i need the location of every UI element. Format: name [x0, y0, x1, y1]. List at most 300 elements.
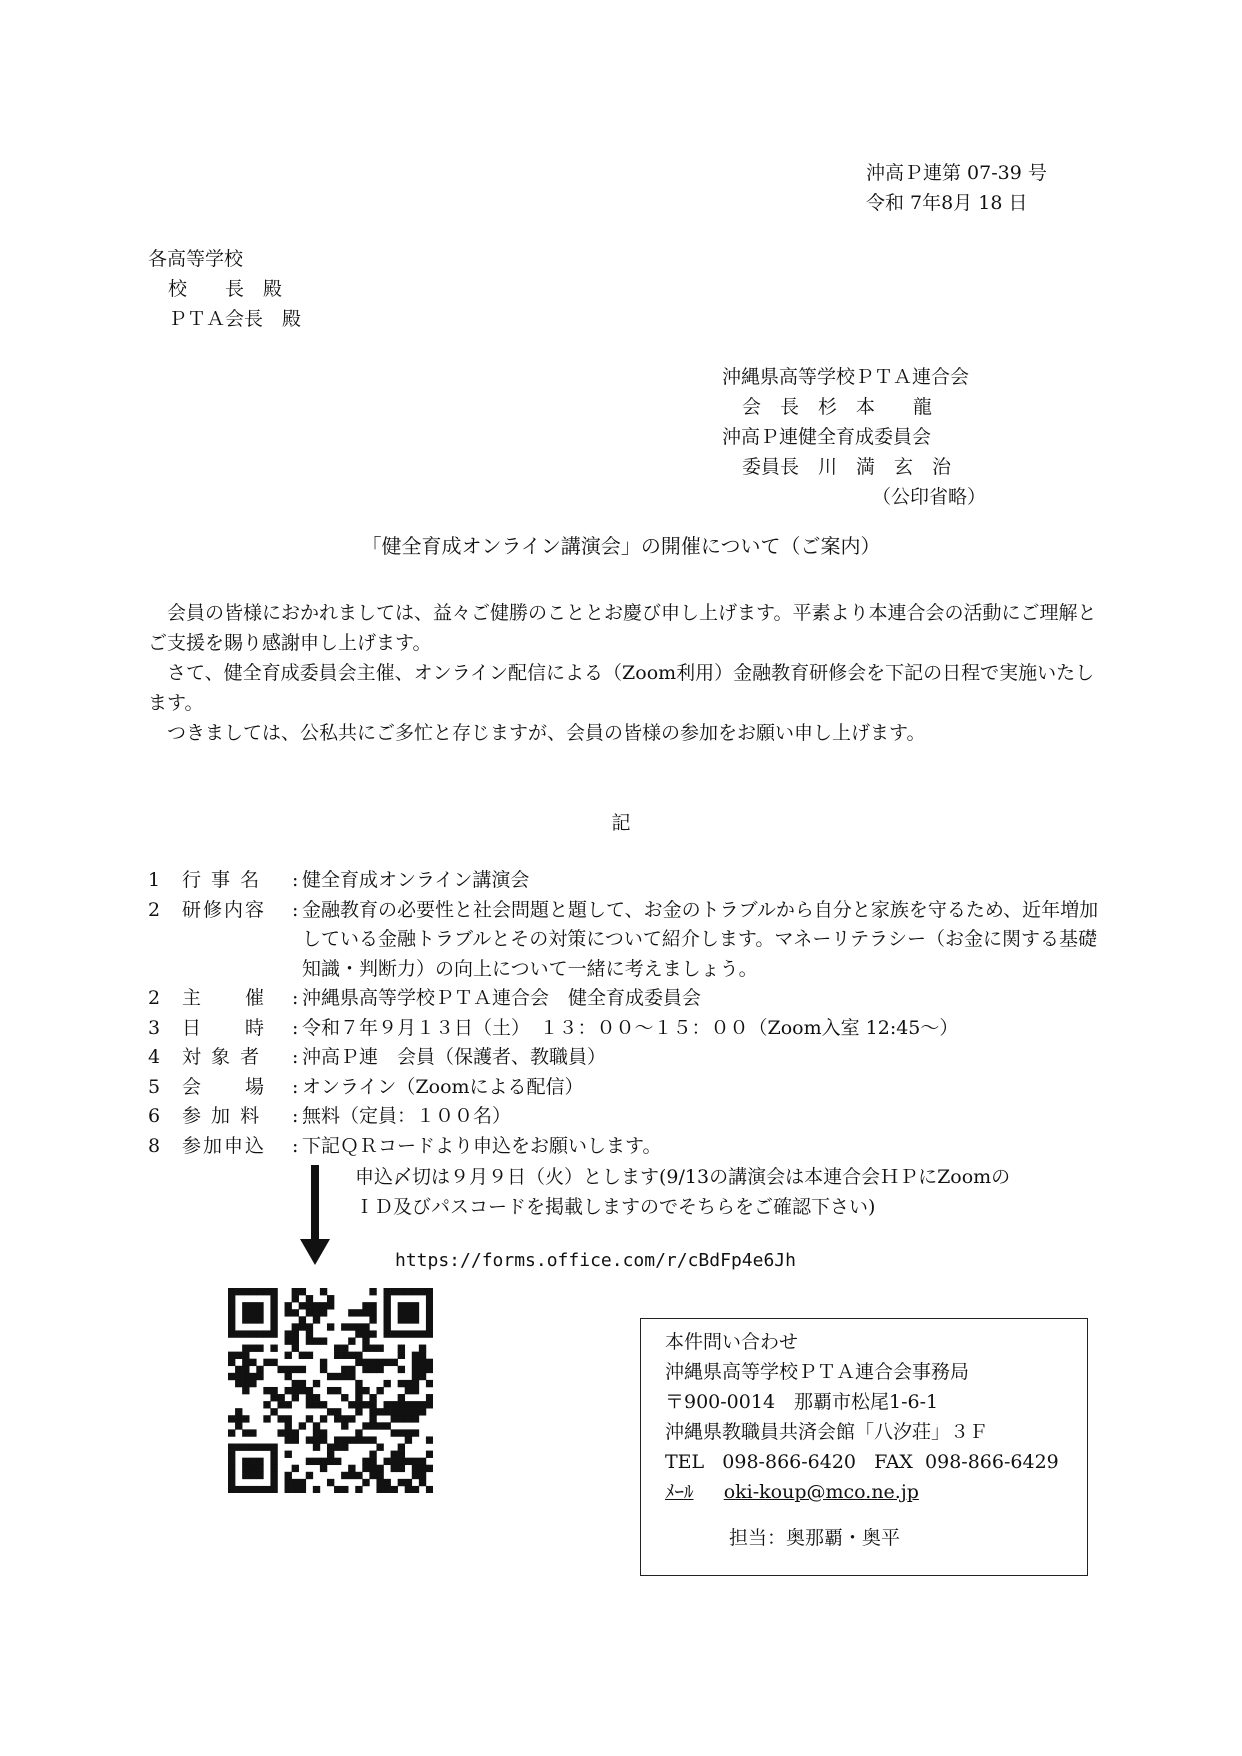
qr-module: [355, 1309, 362, 1316]
detail-value: 下記ＱＲコードより申込をお願いします。: [302, 1134, 662, 1157]
qr-module: [362, 1330, 369, 1337]
qr-module: [320, 1337, 327, 1344]
qr-module: [285, 1373, 292, 1380]
qr-module: [228, 1472, 235, 1479]
qr-module: [256, 1486, 263, 1493]
qr-module: [228, 1302, 235, 1309]
qr-module: [341, 1415, 348, 1422]
qr-module: [292, 1479, 299, 1486]
qr-module: [348, 1436, 355, 1443]
qr-module: [405, 1479, 412, 1486]
qr-module: [348, 1352, 355, 1359]
qr-module: [362, 1323, 369, 1330]
qr-module: [384, 1458, 391, 1465]
qr-module: [327, 1323, 334, 1330]
qr-module: [306, 1387, 313, 1394]
qr-module: [412, 1401, 419, 1408]
arrow-down-icon: [300, 1165, 330, 1265]
qr-module: [242, 1345, 249, 1352]
qr-module: [299, 1288, 306, 1295]
form-url-link[interactable]: https://forms.office.com/r/cBdFp4e6Jh: [395, 1250, 796, 1271]
qr-module: [334, 1352, 341, 1359]
qr-module: [292, 1394, 299, 1401]
qr-module: [270, 1486, 277, 1493]
qr-module: [355, 1352, 362, 1359]
qr-module: [362, 1366, 369, 1373]
qr-module: [376, 1465, 383, 1472]
qr-module: [256, 1444, 263, 1451]
contact-address: 〒900-0014 那覇市松尾1-6-1: [665, 1391, 939, 1413]
qr-module: [320, 1309, 327, 1316]
qr-module: [292, 1330, 299, 1337]
qr-module: [327, 1444, 334, 1451]
qr-module: [285, 1337, 292, 1344]
qr-module: [334, 1415, 341, 1422]
qr-module: [320, 1429, 327, 1436]
qr-module: [249, 1465, 256, 1472]
qr-module: [292, 1429, 299, 1436]
qr-module: [292, 1323, 299, 1330]
qr-module: [292, 1309, 299, 1316]
qr-module: [426, 1394, 433, 1401]
qr-module: [235, 1373, 242, 1380]
qr-module: [292, 1295, 299, 1302]
qr-module: [320, 1415, 327, 1422]
qr-module: [341, 1352, 348, 1359]
qr-module: [242, 1387, 249, 1394]
qr-module: [292, 1380, 299, 1387]
qr-module: [292, 1288, 299, 1295]
qr-module: [320, 1366, 327, 1373]
qr-module: [270, 1451, 277, 1458]
qr-module: [327, 1458, 334, 1465]
addressee-pta-chair: ＰＴＡ会長 殿: [168, 308, 302, 330]
qr-module: [362, 1401, 369, 1408]
qr-module: [384, 1330, 391, 1337]
qr-module: [369, 1316, 376, 1323]
detail-row-content: 2 研修内容 : 金融教育の必要性と社会問題と題して、お金のトラブルから自分と家族を守るため、近年増加している金融トラブルとその対策について紹介します。マネーリテラシー（お金に関する基礎知識・判断力）の向上について一緒に考えましょう。: [148, 896, 1108, 985]
qr-module: [299, 1302, 306, 1309]
qr-module: [369, 1359, 376, 1366]
qr-module: [398, 1330, 405, 1337]
qr-module: [299, 1422, 306, 1429]
detail-value: 健全育成オンライン講演会: [302, 869, 530, 891]
qr-module: [270, 1323, 277, 1330]
qr-module: [398, 1465, 405, 1472]
qr-module: [320, 1401, 327, 1408]
qr-module: [242, 1330, 249, 1337]
qr-module: [299, 1316, 306, 1323]
qr-module: [398, 1309, 405, 1316]
qr-module: [270, 1316, 277, 1323]
qr-module: [327, 1479, 334, 1486]
qr-module: [249, 1316, 256, 1323]
qr-module: [299, 1366, 306, 1373]
ki-heading: 記: [611, 812, 631, 834]
sender-org-2: 沖高Ｐ連健全育成委員会: [722, 426, 932, 448]
qr-module: [235, 1380, 242, 1387]
qr-module: [348, 1415, 355, 1422]
qr-module: [426, 1366, 433, 1373]
detail-row-datetime: 3 日 時 : 令和７年９月１３日（土） １３：００～１５：００（Zoom入室 12:45～）: [148, 1014, 1108, 1044]
qr-module: [412, 1316, 419, 1323]
qr-module: [405, 1302, 412, 1309]
qr-module: [249, 1288, 256, 1295]
qr-module: [412, 1288, 419, 1295]
qr-module: [419, 1288, 426, 1295]
detail-number: 3: [148, 1016, 161, 1039]
qr-module: [405, 1387, 412, 1394]
qr-module: [355, 1408, 362, 1415]
qr-module: [277, 1429, 284, 1436]
qr-module: [249, 1444, 256, 1451]
qr-module: [348, 1323, 355, 1330]
qr-module: [341, 1472, 348, 1479]
qr-module: [419, 1345, 426, 1352]
qr-module: [376, 1479, 383, 1486]
qr-module: [376, 1408, 383, 1415]
qr-module: [306, 1472, 313, 1479]
qr-module: [242, 1366, 249, 1373]
qr-module: [306, 1394, 313, 1401]
detail-value: 沖高Ｐ連 会員（保護者、教職員）: [302, 1046, 607, 1068]
qr-module: [235, 1486, 242, 1493]
qr-module: [270, 1295, 277, 1302]
qr-module: [228, 1323, 235, 1330]
qr-module: [249, 1380, 256, 1387]
qr-module: [270, 1309, 277, 1316]
qr-module: [299, 1352, 306, 1359]
qr-module: [348, 1373, 355, 1380]
detail-label: 行 事 名: [182, 869, 262, 891]
detail-number: 2: [148, 898, 161, 921]
qr-module: [362, 1387, 369, 1394]
qr-module: [313, 1458, 320, 1465]
qr-module: [419, 1330, 426, 1337]
qr-module: [320, 1359, 327, 1366]
qr-module: [313, 1486, 320, 1493]
qr-module: [348, 1465, 355, 1472]
contact-building: 沖縄県教職員共済会館「八汐荘」３Ｆ: [665, 1421, 989, 1443]
qr-module: [391, 1288, 398, 1295]
qr-module: [376, 1359, 383, 1366]
qr-module: [320, 1288, 327, 1295]
qr-module: [235, 1408, 242, 1415]
qr-module: [384, 1479, 391, 1486]
qr-module: [263, 1359, 270, 1366]
qr-module: [235, 1352, 242, 1359]
qr-module: [412, 1352, 419, 1359]
qr-module: [313, 1422, 320, 1429]
qr-module: [249, 1345, 256, 1352]
qr-module: [242, 1380, 249, 1387]
qr-module: [270, 1330, 277, 1337]
qr-module: [369, 1309, 376, 1316]
qr-module: [242, 1288, 249, 1295]
qr-module: [391, 1408, 398, 1415]
qr-module: [384, 1359, 391, 1366]
mail-address-link[interactable]: oki-koup@mco.ne.jp: [723, 1481, 919, 1503]
qr-module: [327, 1302, 334, 1309]
qr-module: [306, 1401, 313, 1408]
qr-module: [242, 1472, 249, 1479]
qr-module: [355, 1436, 362, 1443]
qr-module: [419, 1401, 426, 1408]
qr-module: [270, 1408, 277, 1415]
qr-module: [384, 1380, 391, 1387]
qr-module: [242, 1458, 249, 1465]
qr-module: [242, 1429, 249, 1436]
qr-module: [398, 1451, 405, 1458]
qr-module: [228, 1465, 235, 1472]
qr-module: [341, 1345, 348, 1352]
qr-module: [398, 1352, 405, 1359]
qr-module: [327, 1451, 334, 1458]
qr-module: [263, 1288, 270, 1295]
qr-module: [256, 1345, 263, 1352]
qr-module: [277, 1394, 284, 1401]
detail-row-target: 4 対 象 者 : 沖高Ｐ連 会員（保護者、教職員）: [148, 1043, 1108, 1073]
qr-module: [320, 1465, 327, 1472]
qr-module: [355, 1486, 362, 1493]
qr-module: [362, 1309, 369, 1316]
qr-module: [249, 1458, 256, 1465]
qr-module: [348, 1309, 355, 1316]
qr-module: [277, 1415, 284, 1422]
qr-module: [263, 1330, 270, 1337]
qr-module: [263, 1401, 270, 1408]
qr-module: [313, 1316, 320, 1323]
qr-module: [369, 1401, 376, 1408]
qr-module: [419, 1479, 426, 1486]
qr-module: [256, 1458, 263, 1465]
qr-module: [228, 1359, 235, 1366]
qr-module: [306, 1415, 313, 1422]
qr-module: [341, 1373, 348, 1380]
qr-module: [391, 1429, 398, 1436]
qr-module: [405, 1486, 412, 1493]
qr-module: [426, 1380, 433, 1387]
detail-number: 1: [148, 869, 161, 891]
qr-module: [277, 1401, 284, 1408]
qr-module: [242, 1302, 249, 1309]
qr-module: [362, 1458, 369, 1465]
qr-module: [398, 1479, 405, 1486]
qr-module: [228, 1288, 235, 1295]
qr-module: [334, 1436, 341, 1443]
qr-module: [355, 1401, 362, 1408]
qr-module: [426, 1323, 433, 1330]
qr-module: [355, 1429, 362, 1436]
qr-module: [242, 1352, 249, 1359]
qr-module: [313, 1401, 320, 1408]
qr-module: [405, 1415, 412, 1422]
qr-module: [341, 1444, 348, 1451]
contact-mail-row: [665, 1477, 1087, 1507]
qr-module: [256, 1366, 263, 1373]
qr-module: [362, 1337, 369, 1344]
seal-omitted-note: （公印省略）: [872, 486, 987, 508]
qr-module: [348, 1337, 355, 1344]
qr-module: [306, 1337, 313, 1344]
qr-module: [249, 1309, 256, 1316]
qr-module: [285, 1472, 292, 1479]
qr-module: [384, 1309, 391, 1316]
tel-number: 098-866-6420: [722, 1451, 857, 1473]
detail-label: 主 催: [182, 987, 267, 1009]
qr-module: [376, 1366, 383, 1373]
doc-number: 沖高Ｐ連第 07-39 号: [866, 162, 1047, 184]
qr-module: [242, 1444, 249, 1451]
qr-module: [292, 1387, 299, 1394]
qr-module: [426, 1465, 433, 1472]
qr-module: [313, 1429, 320, 1436]
qr-module: [242, 1465, 249, 1472]
qr-module: [249, 1472, 256, 1479]
qr-module: [327, 1387, 334, 1394]
qr-module: [362, 1422, 369, 1429]
qr-module: [391, 1458, 398, 1465]
deadline-note-line-1: 申込〆切は９月９日（火）とします(9/13の講演会は本連合会ＨＰにZoomの: [355, 1166, 1011, 1188]
qr-module: [228, 1415, 235, 1422]
qr-module: [235, 1415, 242, 1422]
qr-module: [341, 1422, 348, 1429]
qr-module: [341, 1366, 348, 1373]
qr-module: [228, 1330, 235, 1337]
qr-module: [369, 1288, 376, 1295]
qr-module: [355, 1472, 362, 1479]
qr-module: [398, 1408, 405, 1415]
detail-row-fee: 6 参 加 料 : 無料（定員：１００名）: [148, 1102, 1108, 1132]
qr-module: [355, 1394, 362, 1401]
qr-module: [419, 1366, 426, 1373]
qr-module: [369, 1345, 376, 1352]
qr-module: [398, 1415, 405, 1422]
qr-module: [320, 1436, 327, 1443]
fax-number: 098-866-6429: [925, 1451, 1059, 1473]
detail-label: 日 時: [182, 1016, 267, 1039]
qr-module: [376, 1444, 383, 1451]
detail-value: 無料（定員：１００名）: [302, 1105, 512, 1127]
qr-module: [299, 1479, 306, 1486]
detail-label: 参 加 料: [182, 1105, 262, 1127]
qr-code-image[interactable]: [228, 1288, 433, 1493]
qr-module: [412, 1373, 419, 1380]
qr-module: [412, 1302, 419, 1309]
qr-module: [270, 1394, 277, 1401]
qr-module: [242, 1373, 249, 1380]
qr-module: [306, 1309, 313, 1316]
qr-module: [228, 1458, 235, 1465]
qr-module: [306, 1352, 313, 1359]
addressee-principal: 校 長 殿: [168, 278, 283, 300]
qr-module: [355, 1359, 362, 1366]
detail-value: 令和７年９月１３日（土） １３：００～１５：００（Zoom入室 12:45～）: [302, 1016, 959, 1039]
qr-module: [285, 1422, 292, 1429]
fax-label: FAX: [874, 1451, 913, 1473]
qr-module: [405, 1408, 412, 1415]
qr-module: [334, 1373, 341, 1380]
qr-module: [270, 1458, 277, 1465]
qr-module: [355, 1330, 362, 1337]
detail-row-venue: 5 会 場 : オンライン（Zoomによる配信）: [148, 1073, 1108, 1103]
qr-module: [384, 1323, 391, 1330]
qr-module: [313, 1394, 320, 1401]
qr-module: [405, 1401, 412, 1408]
mail-label: ﾒｰﾙ: [665, 1481, 694, 1503]
qr-module: [270, 1387, 277, 1394]
qr-module: [426, 1436, 433, 1443]
qr-module: [419, 1408, 426, 1415]
detail-row-organizer: 2 主 催 : 沖縄県高等学校ＰＴＡ連合会 健全育成委員会: [148, 984, 1108, 1014]
qr-module: [384, 1288, 391, 1295]
qr-module: [292, 1337, 299, 1344]
qr-module: [228, 1451, 235, 1458]
qr-module: [235, 1444, 242, 1451]
qr-module: [249, 1429, 256, 1436]
qr-module: [285, 1436, 292, 1443]
qr-module: [384, 1316, 391, 1323]
qr-module: [412, 1458, 419, 1465]
detail-row-event-name: 1 行 事 名 : 健全育成オンライン講演会: [148, 866, 1108, 896]
qr-module: [334, 1444, 341, 1451]
qr-module: [405, 1429, 412, 1436]
detail-label: 会 場: [182, 1075, 267, 1098]
qr-module: [398, 1302, 405, 1309]
qr-module: [306, 1458, 313, 1465]
qr-module: [426, 1295, 433, 1302]
qr-module: [426, 1451, 433, 1458]
qr-module: [341, 1323, 348, 1330]
qr-module: [306, 1330, 313, 1337]
qr-module: [256, 1472, 263, 1479]
qr-module: [263, 1415, 270, 1422]
sender-role-1: 会 長 杉 本 龍: [742, 396, 933, 418]
qr-module: [235, 1366, 242, 1373]
qr-module: [348, 1401, 355, 1408]
qr-module: [334, 1458, 341, 1465]
qr-module: [426, 1309, 433, 1316]
qr-module: [398, 1316, 405, 1323]
qr-module: [412, 1472, 419, 1479]
issue-date: 令和 7年8月 18 日: [866, 192, 1028, 214]
qr-module: [285, 1302, 292, 1309]
sender-block: [722, 362, 986, 512]
detail-label: 対 象 者: [182, 1046, 262, 1068]
qr-module: [313, 1380, 320, 1387]
qr-module: [341, 1486, 348, 1493]
qr-module: [256, 1316, 263, 1323]
deadline-note-line-2: ＩＤ及びパスコードを掲載しますのでそちらをご確認下さい): [355, 1196, 876, 1218]
qr-module: [398, 1401, 405, 1408]
qr-module: [285, 1330, 292, 1337]
qr-module: [405, 1309, 412, 1316]
qr-module: [376, 1472, 383, 1479]
body-paragraph-3: つきましては、公私共にご多忙と存じますが、会員の皆様の参加をお願い申し上げます。: [167, 722, 926, 744]
qr-module: [412, 1330, 419, 1337]
qr-module: [376, 1387, 383, 1394]
qr-module: [285, 1451, 292, 1458]
qr-module: [426, 1330, 433, 1337]
document-title: 「健全育成オンライン講演会」の開催について（ご案内）: [361, 534, 881, 558]
qr-module: [398, 1345, 405, 1352]
qr-module: [242, 1359, 249, 1366]
qr-module: [306, 1323, 313, 1330]
qr-module: [369, 1330, 376, 1337]
qr-module: [285, 1486, 292, 1493]
qr-module: [285, 1479, 292, 1486]
qr-module: [384, 1422, 391, 1429]
